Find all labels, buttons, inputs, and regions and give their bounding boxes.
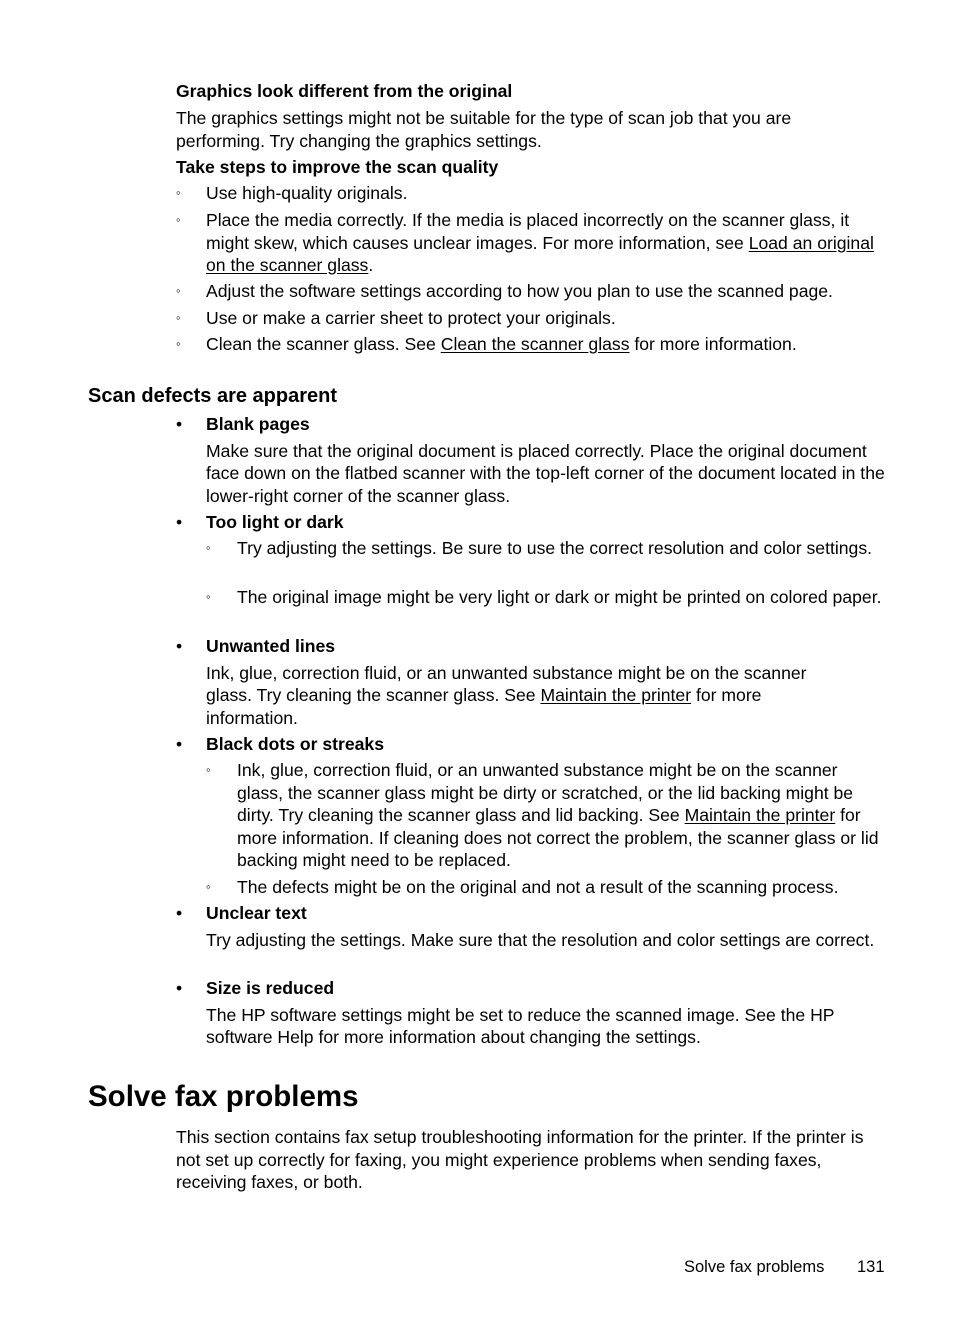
defect-subitem [206,759,886,872]
maintain-printer-link[interactable]: Maintain the printer [684,805,836,825]
improve-item-text [206,209,886,277]
defect-subitem-text: The defects might be on the original and not a result of the scanning process. [237,877,839,897]
improve-item [176,307,886,330]
graphics-body: The graphics settings might not be suitable for the type of scan job that you are performing. Try changing the graphics settings. [176,108,792,151]
improve-heading: Take steps to improve the scan quality [176,157,499,177]
circle-bullet-icon: ◦ [176,336,181,351]
defect-body: Try adjusting the settings. Make sure that the resolution and color settings are correct. [206,929,875,950]
circle-bullet-icon: ◦ [206,762,211,777]
defect-title: Too light or dark [206,512,344,532]
defect-body [206,662,856,730]
defect-subitem-text: The original image might be very light or dark or might be printed on colored paper. [237,587,882,607]
improve-item [176,280,886,303]
defect-title: Unwanted lines [206,636,336,656]
defect-body-start: Ink, glue, correction fluid, or an unwanted substance might be on the scanner glass. Try cleaning the scanner glass. See [206,662,807,705]
bullet-icon: • [176,734,183,754]
improve-item-text: Use high-quality originals. [206,183,408,203]
improve-item [176,333,886,356]
defect-item-blank-pages [176,413,886,507]
section-body: This section contains fax setup troubleshooting information for the printer. If the printer is not set up correctly for faxing, you might experience problems when sending faxes, receiving faxes, or both. [176,1127,864,1192]
bullet-icon: • [176,903,183,923]
defect-body: Make sure that the original document is placed correctly. Place the original document face down on the flatbed scanner with the top-left corner of the document located in the lower-right corner of the scanner glass. [206,440,885,506]
improve-item-text-start: Place the media correctly. If the media is placed incorrectly on the scanner glass, it might skew, which causes unclear images. For more information, see [206,210,850,253]
bullet-icon: • [176,512,183,532]
circle-bullet-icon: ◦ [176,283,181,298]
defect-subitem-text: Try adjusting the settings. Be sure to use the correct resolution and color settings. [237,538,873,558]
graphics-heading: Graphics look different from the original [176,81,513,101]
section-title: Solve fax problems [88,1080,359,1113]
defect-title: Unclear text [206,903,307,923]
circle-bullet-icon: ◦ [206,589,211,604]
circle-bullet-icon: ◦ [176,212,181,227]
bullet-icon: • [176,414,183,434]
improve-item-text: Adjust the software settings according to how you plan to use the scanned page. [206,281,833,301]
defect-item-too-light-or-dark [176,511,886,534]
improve-item [176,182,886,205]
defect-title: Blank pages [206,414,310,434]
defect-subitem [206,876,886,899]
circle-bullet-icon: ◦ [206,879,211,894]
defect-item-unwanted-lines [176,635,886,729]
defect-subitem [206,586,886,609]
circle-bullet-icon: ◦ [176,185,181,200]
maintain-printer-link[interactable]: Maintain the printer [540,685,692,705]
improve-item-text-start: Clean the scanner glass. See [206,334,441,354]
improve-item-text [206,333,886,356]
page-number: 131 [857,1258,885,1276]
defect-title: Size is reduced [206,978,335,998]
defect-item-size-reduced [176,977,886,1049]
defect-body-end: for more information. [206,685,762,728]
bullet-icon: • [176,978,183,998]
defect-item-unclear-text [176,902,886,951]
footer-section-name: Solve fax problems [684,1258,825,1276]
defect-title: Black dots or streaks [206,734,384,754]
improve-item [176,209,886,277]
defect-subitem-text-start: Ink, glue, correction fluid, or an unwanted substance might be on the scanner glass, the scanner glass might be dirty or scratched, or the lid backing might be dirty. Try cleaning the scanner glass and lid backing. See [237,760,854,825]
improve-item-text-end: for more information. [629,334,797,354]
improve-item-text: Use or make a carrier sheet to protect your originals. [206,308,616,328]
defects-heading: Scan defects are apparent [88,385,337,407]
bullet-icon: • [176,636,183,656]
load-original-link[interactable]: Load an original on the scanner glass [206,232,874,275]
circle-bullet-icon: ◦ [176,310,181,325]
defect-subitem [206,537,886,560]
clean-scanner-glass-link[interactable]: Clean the scanner glass [440,334,630,354]
circle-bullet-icon: ◦ [206,540,211,555]
defect-item-black-dots [176,733,886,756]
defect-subitem-text [237,759,886,872]
improve-item-text-end: . [368,255,374,275]
defect-subitem-text-end: for more information. If cleaning does not correct the problem, the scanner glass or lid backing might need to be replaced. [237,805,879,870]
defect-body: The HP software settings might be set to reduce the scanned image. See the HP software Help for more information about changing the settings. [206,1004,835,1047]
